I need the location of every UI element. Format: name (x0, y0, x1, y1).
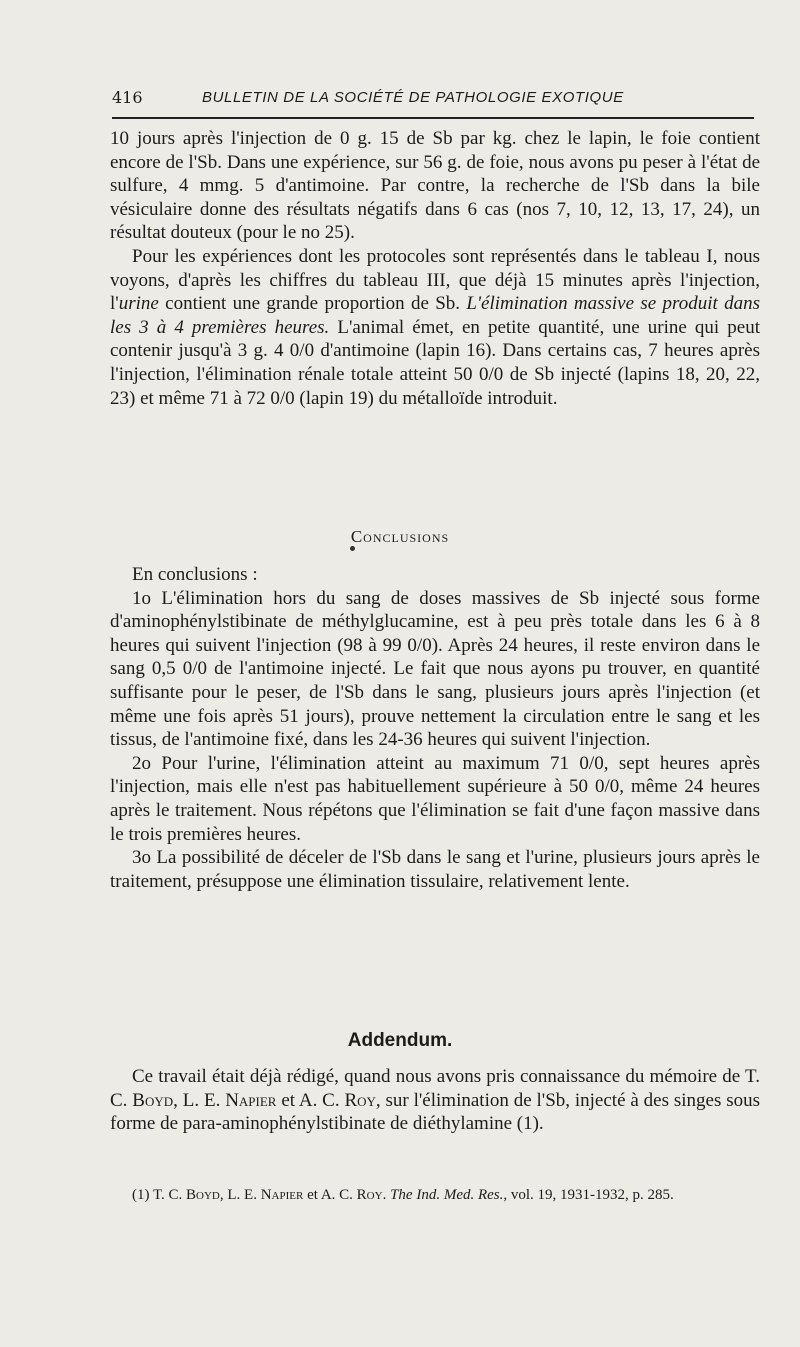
footnote-part-d: . (382, 1187, 391, 1203)
addendum-part-a: Ce travail était déjà rédigé, quand nous avons pris connaissance du mémoire de T. C. (110, 1066, 760, 1111)
paragraph-urine-part-e: L'animal émet, en petite quantité, une urine qui peut contenir jusqu'à 3 g. 4 0/0 d'antimoine (lapin 16). Dans certains cas, 7 heures après l'injection, l'élimination rénale totale atteint 50 0/0 de Sb injecté (lapins 18, 20, 22, 23) et même 71 à 72 0/0 (lapin 19) du métalloïde introduit. (110, 316, 760, 409)
conclusions-text (110, 563, 760, 893)
author-napier: Napier (225, 1089, 277, 1111)
paragraph-liver: 10 jours après l'injection de 0 g. 15 de Sb par kg. chez le lapin, le foie contient encore de l'Sb. Dans une expérience, sur 56 g. de foie, nous avons pu peser à l'état de sulfure, 4 mmg. 5 d'antimoine. Par contre, la recherche de l'Sb dans la bile vésiculaire donne des résultats négatifs dans 6 cas (nos 7, 10, 12, 13, 17, 24), un résultat douteux (pour le no 25). (110, 128, 760, 244)
footnote-part-c: et A. C. (303, 1187, 357, 1203)
body-text (110, 127, 760, 410)
footnote-part-b: , L. E. (219, 1187, 261, 1203)
urine-emphasis: urine (118, 293, 159, 315)
addendum-part-b: , L. E. (173, 1089, 226, 1111)
addendum-text (110, 1065, 760, 1136)
conclusions-heading: Conclusions (350, 527, 450, 546)
conclusion-3: 3o La possibilité de déceler de l'Sb dans le sang et l'urine, plusieurs jours après le traitement, présuppose une élimination tissulaire, relativement lente. (110, 847, 760, 892)
conclusions-intro: En conclusions : (132, 564, 258, 585)
paragraph-urine (110, 245, 760, 410)
addendum-heading: Addendum. (347, 1030, 453, 1051)
footnote-journal: The Ind. Med. Res. (390, 1187, 504, 1203)
author-boyd: Boyd (132, 1089, 174, 1111)
footnote-author-boyd: Boyd (186, 1187, 220, 1203)
header-rule (112, 117, 754, 119)
footnote-part-a: (1) T. C. (132, 1187, 187, 1203)
massive-elimination-emphasis: L'élimination massive se produit dans les 3 à 4 premières heures. (110, 293, 760, 338)
footnote (110, 1186, 760, 1205)
paragraph-urine-part-c: contient une grande proportion de Sb. (158, 293, 467, 315)
conclusion-2: 2o Pour l'urine, l'élimination atteint au maximum 71 0/0, sept heures après l'injection, mais elle n'est pas habituellement supérieure à 50 0/0, même 24 heures après le traitement. Nous répétons que l'élimination se fait d'une façon massive dans le trois premières heures. (110, 752, 760, 845)
author-roy: Roy (344, 1089, 376, 1111)
addendum-part-d: , sur l'élimination de l'Sb, injecté à des singes sous forme de para-aminophénylstibinate de diéthylamine (1). (110, 1089, 760, 1135)
addendum-part-c: et A. C. (276, 1089, 345, 1111)
footnote-author-napier: Napier (260, 1187, 304, 1203)
footnote-author-roy: Roy (356, 1187, 383, 1203)
ornament-dot (350, 546, 355, 551)
page-number: 416 (112, 88, 143, 107)
addendum-paragraph (110, 1065, 760, 1136)
conclusion-1: 1o L'élimination hors du sang de doses massives de Sb injecté sous forme d'aminophénylstibinate de méthylglucamine, est à peu près totale dans les 6 à 8 heures qui suivent l'injection (98 à 99 0/0). Après 24 heures, il reste environ dans le sang 0,5 0/0 de l'antimoine injecté. Le fait que nous ayons pu trouver, en quantité suffisante pour le peser, de l'Sb dans le sang, plusieurs jours après l'injection (et même une fois après 51 jours), prouve nettement la circulation entre le sang et les tissus, de l'antimoine fixé, dans les 24-36 heures qui suivent l'injection. (110, 587, 760, 751)
paragraph-urine-part-a: Pour les expériences dont les protocoles sont représentés dans le tableau I, nous voyons, d'après les chiffres du tableau III, que déjà 15 minutes après l'injection, l' (110, 245, 760, 315)
running-title: BULLETIN DE LA SOCIÉTÉ DE PATHOLOGIE EXOTIQUE (202, 89, 624, 106)
page-header (112, 88, 754, 118)
footnote-part-e: , vol. 19, 1931-1932, p. 285. (503, 1187, 674, 1203)
